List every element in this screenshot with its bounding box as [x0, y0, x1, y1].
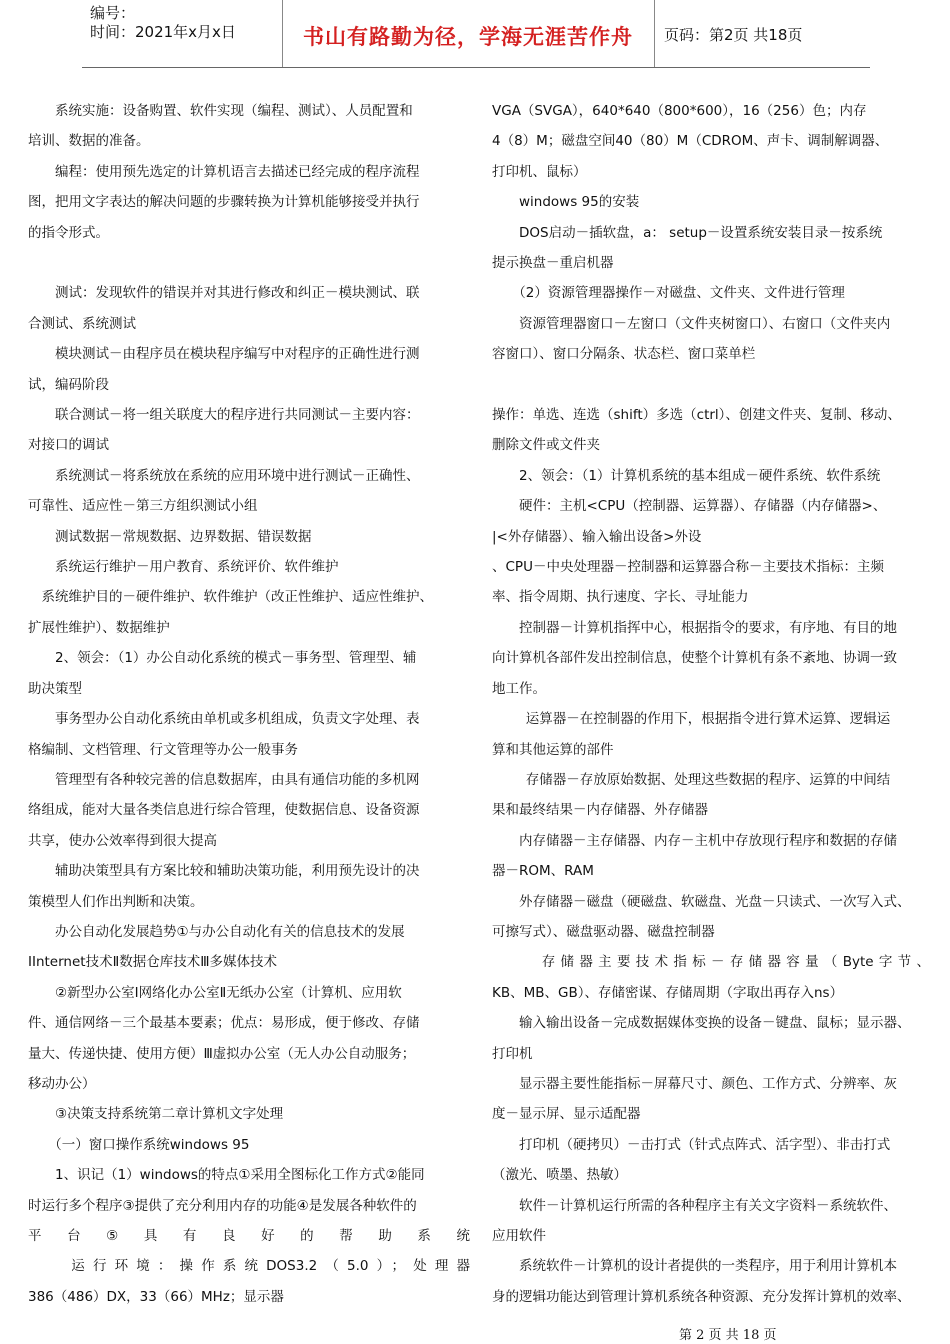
text-line: 打印机、鼠标）	[492, 163, 587, 180]
text-line: 量大、传递快捷、使用方便）Ⅲ虚拟办公室（无人办公自动服务；	[28, 1045, 416, 1062]
text-line: 管理型有各种较完善的信息数据库，由具有通信功能的多机网	[28, 771, 420, 788]
text-line: 培训、数据的准备。	[28, 133, 150, 150]
text-line: （一）窗口操作系统windows 95	[28, 1136, 250, 1153]
text-line: 编程：使用预先选定的计算机语言去描述已经完成的程序流程	[28, 163, 420, 180]
text-line: DOS启动－插软盘，a： setup－设置系统安装目录－按系统	[492, 224, 883, 241]
text-line: 应用软件	[492, 1228, 546, 1245]
text-line: （激光、喷墨、热敏）	[492, 1167, 627, 1184]
text-line: 模块测试－由程序员在模块程序编写中对程序的正确性进行测	[28, 346, 420, 363]
page-header	[82, 0, 870, 68]
text-line: 事务型办公自动化系统由单机或多机组成，负责文字处理、表	[28, 711, 420, 728]
text-line: 平台⑤具有良好的帮助系统	[28, 1228, 470, 1245]
text-line: 系统维护目的－硬件维护、软件维护（改正性维护、适应性维护、	[28, 589, 433, 606]
text-line: ②新型办公室Ⅰ网络化办公室Ⅱ无纸办公室（计算机、应用软	[28, 984, 402, 1001]
text-line: 存储器－存放原始数据、处理这些数据的程序、运算的中间结	[492, 771, 891, 788]
text-line: 扩展性维护）、数据维护	[28, 619, 170, 636]
text-line: 1、识记（1）windows的特点①采用全图标化工作方式②能同	[28, 1167, 425, 1184]
text-line: 控制器－计算机指挥中心，根据指令的要求，有序地、有目的地	[492, 619, 897, 636]
text-line: 外存储器－磁盘（硬磁盘、软磁盘、光盘－只读式、一次写入式、	[492, 893, 911, 910]
text-line: 提示换盘－重启机器	[492, 255, 614, 272]
text-line: 图，把用文字表达的解决问题的步骤转换为计算机能够接受并执行	[28, 194, 420, 211]
text-line: 移动办公）	[28, 1075, 96, 1092]
text-line: 资源管理器窗口－左窗口（文件夹树窗口）、右窗口（文件夹内	[492, 315, 891, 332]
text-line: 操作：单选、连选（shift）多选（ctrl）、创建文件夹、复制、移动、	[492, 407, 901, 424]
text-line: 系统实施：设备购置、软件实现（编程、测试）、人员配置和	[28, 103, 413, 119]
header-meta	[90, 4, 236, 42]
text-line: 共享，使办公效率得到很大提高	[28, 832, 217, 849]
text-line: ⅠInternet技术Ⅱ数据仓库技术Ⅲ多媒体技术	[28, 954, 278, 971]
header-motto: 书山有路勤为径，学海无涯苦作舟	[303, 25, 633, 49]
text-line: 助决策型	[28, 680, 82, 697]
text-line: 系统测试－将系统放在系统的应用环境中进行测试－正确性、	[28, 467, 420, 484]
text-line: 对接口的调试	[28, 437, 109, 454]
text-line: 的指令形式。	[28, 224, 109, 241]
text-line: 系统运行维护－用户教育、系统评价、软件维护	[28, 559, 339, 576]
text-line: 试，编码阶段	[28, 376, 109, 393]
text-line: 运算器－在控制器的作用下，根据指令进行算术运算、逻辑运	[492, 711, 891, 728]
text-line: 4（8）M；磁盘空间40（80）M（CDROM、声卡、调制解调器、	[492, 133, 889, 150]
text-line: 、CPU－中央处理器－控制器和运算器合称－主要技术指标：主频	[492, 559, 884, 576]
text-line: 容窗口）、窗口分隔条、状态栏、窗口菜单栏	[492, 346, 756, 363]
header-rule	[82, 67, 870, 68]
document-time: 时间：2021年x月x日	[90, 23, 236, 41]
header-divider	[654, 0, 655, 68]
text-line: 络组成，能对大量各类信息进行综合管理，使数据信息、设备资源	[28, 802, 420, 819]
text-line: 件、通信网络－三个最基本要素；优点：易形成，便于修改、存储	[28, 1015, 420, 1032]
text-line: VGA（SVGA），640*640（800*600），16（256）色；内存	[492, 103, 867, 119]
text-line: 时运行多个程序③提供了充分利用内存的功能④是发展各种软件的	[28, 1197, 417, 1214]
text-line: 合测试、系统测试	[28, 315, 136, 332]
text-line: （2）资源管理器操作－对磁盘、文件夹、文件进行管理	[492, 285, 845, 302]
text-line: 打印机	[492, 1045, 533, 1062]
text-line: 测试：发现软件的错误并对其进行修改和纠正－模块测试、联	[28, 285, 420, 302]
text-line: |<外存储器）、输入输出设备>外设	[492, 528, 702, 545]
text-line: 系统软件－计算机的设计者提供的一类程序，用于利用计算机本	[492, 1258, 897, 1275]
text-line: 可擦写式）、磁盘驱动器、磁盘控制器	[492, 923, 715, 940]
text-line: 策模型人们作出判断和决策。	[28, 893, 204, 910]
text-line: 386（486）DX，33（66）MHz；显示器	[28, 1288, 284, 1305]
left-text-column	[28, 96, 470, 1312]
text-line: 算和其他运算的部件	[492, 741, 614, 758]
text-line: 2、领会：（1）计算机系统的基本组成－硬件系统、软件系统	[492, 467, 881, 484]
text-line	[492, 370, 930, 400]
text-line: 办公自动化发展趋势①与办公自动化有关的信息技术的发展	[28, 923, 405, 940]
text-line	[28, 248, 470, 278]
text-line: 输入输出设备－完成数据媒体变换的设备－键盘、鼠标；显示器、	[492, 1015, 911, 1032]
text-line: 内存储器－主存储器、内存－主机中存放现行程序和数据的存储	[492, 832, 897, 849]
document-number-label: 编号：	[90, 4, 136, 22]
text-line: 删除文件或文件夹	[492, 437, 600, 454]
text-line: 硬件：主机<CPU（控制器、运算器）、存储器（内存储器>、	[492, 498, 887, 515]
text-line: 格编制、文档管理、行文管理等办公一般事务	[28, 741, 298, 758]
text-line: 可靠性、适应性－第三方组织测试小组	[28, 498, 258, 515]
text-line: 率、指令周期、执行速度、字长、寻址能力	[492, 589, 749, 606]
text-line: 2、领会：（1）办公自动化系统的模式－事务型、管理型、辅	[28, 650, 417, 667]
text-line: 辅助决策型具有方案比较和辅助决策功能，利用预先设计的决	[28, 863, 420, 880]
text-line: 向计算机各部件发出控制信息，使整个计算机有条不紊地、协调一致	[492, 650, 897, 667]
text-line: 软件－计算机运行所需的各种程序主有关文字资料－系统软件、	[492, 1197, 897, 1214]
text-line: 打印机（硬拷贝）－击打式（针式点阵式、活字型）、非击打式	[492, 1136, 891, 1153]
text-line: 存储器主要技术指标－存储器容量（Byte字节、	[492, 954, 930, 971]
text-line: 身的逻辑功能达到管理计算机系统各种资源、充分发挥计算机的效率、	[492, 1288, 911, 1305]
page-footer: 第 2 页 共 18 页	[679, 1328, 777, 1343]
text-line: 地工作。	[492, 680, 546, 697]
text-line: 器－ROM、RAM	[492, 863, 594, 880]
text-line: 显示器主要性能指标－屏幕尺寸、颜色、工作方式、分辨率、灰	[492, 1075, 897, 1092]
text-line: 联合测试－将一组关联度大的程序进行共同测试－主要内容：	[28, 407, 420, 424]
text-line: windows 95的安装	[492, 194, 640, 211]
text-line: ③决策支持系统第二章计算机文字处理	[28, 1106, 284, 1123]
text-line: 测试数据－常规数据、边界数据、错误数据	[28, 528, 312, 545]
right-text-column	[492, 96, 930, 1312]
text-line: KB、MB、GB）、存储密谋、存储周期（字取出再存入ns）	[492, 984, 844, 1001]
header-page-info: 页码：第2页 共18页	[664, 26, 803, 44]
text-line: 度－显示屏、显示适配器	[492, 1106, 641, 1123]
text-line: 运行环境：操作系统DOS3.2（5.0）；处理器	[28, 1258, 470, 1275]
text-line: 果和最终结果－内存储器、外存储器	[492, 802, 708, 819]
